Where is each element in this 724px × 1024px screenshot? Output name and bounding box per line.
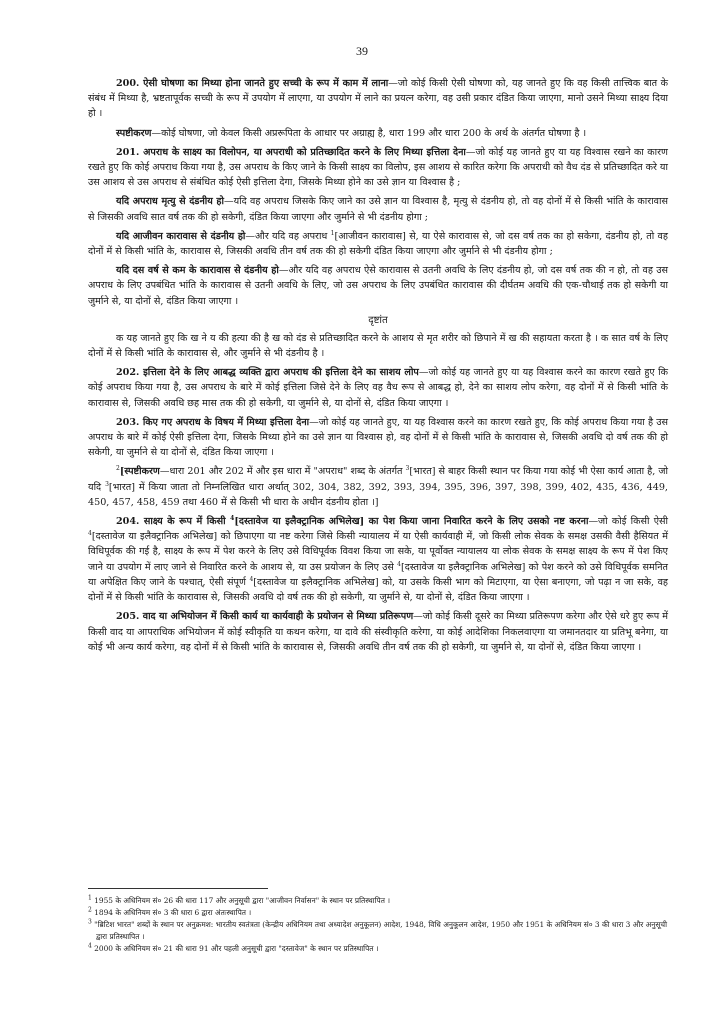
section-200-explanation bbox=[88, 126, 668, 141]
footnote-4 bbox=[88, 943, 668, 955]
section-heading: यदि अपराध मृत्यु से दंडनीय हो bbox=[116, 196, 224, 208]
section-heading bbox=[116, 516, 588, 527]
section-text: —धारा 201 और 202 में और इस धारा में "अपराध" शब्द के अंतर्गत bbox=[159, 466, 406, 478]
heading-part: 204. साक्ष्य के रूप में किसी bbox=[116, 516, 231, 528]
footnote-number: 4 bbox=[88, 942, 92, 950]
footnote-number: 3 bbox=[88, 918, 92, 926]
section-201-ten-years bbox=[88, 263, 668, 309]
section-text: —जो कोई किसी दूसरे का मिथ्या प्रतिरूपण करेगा और ऐसे धरे हुए रूप में किसी वाद या आपराधिक अभियोजन में कोई स्वीकृति या कथन करेगा, या दावे की संस्वीकृति करेगा, या कोई आदेशिका निकलवाएगा या जमानतदार या प्रतिभू बनेगा, या कोई भी अन्य कार्य करेगा, वह दोनों में से किसी भांति के कारावास से, जिसकी अवधि तीन वर्ष तक की हो सकेगी, या जुर्माने से, या दोनों से, दंडित किया जाएगा । bbox=[88, 611, 668, 653]
section-text: —जो कोई किसी ऐसी घोषणा को, यह जानते हुए कि वह किसी तात्त्विक बात के संबंध में मिथ्या है, भ्रष्टतापूर्वक सच्ची के रूप में उपयोग में लाएगा, या उपयोग में लाने का प्रयत्न करेगा, वह उसी प्रकार दंडित किया जाएगा, मानो उसने मिथ्या साक्ष्य दिया हो । bbox=[88, 78, 668, 120]
footnote-1 bbox=[88, 895, 668, 907]
section-text: —जो कोई यह जानते हुए, या यह विश्वास करने का कारण रखते हुए, कि कोई अपराध किया गया है उस अपराध के बारे में कोई ऐसी इत्तिला देगा, जिसके मिथ्या होने का उसे ज्ञान या विश्वास हो, वह दोनों में से किसी भांति के कारावास से, जिसकी अवधि दो वर्ष तक की हो सकेगी, या जुर्माने से या दोनों से, दंडित किया जाएगा । bbox=[88, 416, 668, 459]
footnote-text: "ब्रिटिश भारत" शब्दों के स्थान पर अनुक्रमश: भारतीय स्वतंत्रता (केन्द्रीय अधिनियम तथा अध्यादेश अनुकूलन) आदेश, 1948, विधि अनुकूलन आदेश, 1950 और 1951 के अधिनियम सं० 3 की धारा 3 और अनुसूची द्वारा प्रतिस्थापित । bbox=[91, 920, 667, 941]
section-heading: 205. वाद या अभियोजन में किसी कार्य या कार्यवाही के प्रयोजन से मिथ्या प्रतिरूपण bbox=[116, 611, 414, 623]
footnote-3 bbox=[88, 919, 668, 943]
heading-part: [दस्तावेज या इलैक्ट्रानिक अभिलेख] का पेश किया जाना निवारित करने के लिए उसको नष्ट करना bbox=[234, 516, 589, 528]
section-heading: 200. ऐसी घोषणा का मिथ्या होना जानते हुए सच्ची के रूप में काम में लाना bbox=[116, 78, 389, 89]
footnote-text: 1894 के अधिनियम सं० 3 की धारा 6 द्वारा अंतःस्थापित । bbox=[91, 908, 252, 917]
section-text: —और यदि वह अपराध bbox=[245, 230, 331, 242]
footnote-ref: 3 bbox=[105, 480, 109, 488]
footnote-ref: 2 bbox=[116, 465, 120, 473]
footnote-ref: 3 bbox=[405, 465, 410, 473]
section-heading: 201. अपराध के साक्ष्य का विलोपन, या अपराधी को प्रतिच्छादित करने के लिए मिथ्या इत्तिला देना bbox=[116, 146, 466, 158]
section-203-explanation bbox=[88, 464, 668, 510]
section-201-life bbox=[88, 229, 668, 259]
section-202 bbox=[88, 365, 668, 411]
section-text: —कोई घोषणा, जो केवल किसी अप्ररूपिता के आधार पर अग्राह्य है, धारा 199 और धारा 200 के अर्थ के अंतर्गत घोषणा है । bbox=[151, 127, 587, 139]
section-text: [आजीवन कारावास] से, या ऐसे कारावास से, जो दस वर्ष तक का हो सकेगा, दंडनीय हो, तो वह दोनों में से किसी भांति के, कारावास से, जिसकी अवधि तीन वर्ष तक की हो सकेगी दंडित किया जाएगा और जुर्माने से भी दंडनीय होगा ; bbox=[88, 230, 668, 258]
footnote-ref: 4 bbox=[249, 575, 254, 583]
footnote-2 bbox=[88, 907, 668, 919]
section-200 bbox=[88, 76, 668, 122]
footnote-ref: 4 bbox=[397, 560, 401, 568]
section-text: —जो कोई यह जानते हुए या यह विश्वास करने का कारण रखते हुए कि कोई अपराध किया गया है, उस अपराध के बारे में कोई इत्तिला जिसे देने के लिए वह वैध रूप से आबद्ध हो, देने का साशय लोप करेगा, वह दोनों में से किसी भांति के कारावास से, जिसकी अवधि छह मास तक की हो सकेगी, या जुर्माने से, या दोनों से, दंडित किया जाएगा । bbox=[88, 367, 668, 409]
illustration-text: क यह जानते हुए कि ख ने य की हत्या की है ख को दंड से प्रतिच्छादित करने के आशय से मृत शरीर को छिपाने में ख की सहायता करता है । क सात वर्ष के लिए दोनों में से किसी भांति के कारावास से, और जुर्माने से भी दंडनीय है । bbox=[88, 332, 668, 360]
section-text: [भारत] से बाहर किसी स्थान पर किया गया कोई भी ऐसा कार्य आता है, जो यदि bbox=[88, 466, 668, 493]
section-204 bbox=[88, 514, 668, 605]
section-201 bbox=[88, 145, 668, 191]
section-text: —जो कोई यह जानते हुए या यह विश्वास रखने का कारण रखते हुए कि कोई अपराध किया गया है, उस अपराध के किए जाने के किसी साक्ष्य का विलोप, इस आशय से कारित करेगा कि अपराधी को वैध दंड से प्रतिच्छादित करे या उस आशय से उस अपराध से संबंधित कोई ऐसी इत्तिला देगा, जिसके मिथ्या होने का उसे ज्ञान या विश्वास है ; bbox=[88, 146, 668, 189]
illustration-heading: दृष्टांत bbox=[368, 314, 388, 326]
footnote-ref: 1 bbox=[330, 229, 335, 237]
section-201-death bbox=[88, 194, 668, 224]
section-heading: [स्पष्टीकरण bbox=[119, 466, 160, 478]
main-content bbox=[88, 76, 668, 659]
section-heading: 203. किए गए अपराध के विषय में मिथ्या इत्तिला देना bbox=[116, 416, 310, 428]
section-heading: यदि दस वर्ष से कम के कारावास से दंडनीय हो bbox=[116, 265, 279, 277]
section-text: [दस्तावेज या इलैक्ट्रानिक अभिलेख] को पेश करने को उसे विधिपूर्वक समनित या अपेक्षित किए जाने के पश्चात्, ऐसी संपूर्ण bbox=[88, 561, 668, 588]
page-number: 39 bbox=[356, 44, 368, 58]
footnote-ref: 4 bbox=[88, 530, 92, 538]
section-heading: 202. इत्तिला देने के लिए आबद्ध व्यक्ति द्वारा अपराध की इत्तिला देने का साशय लोप bbox=[116, 367, 419, 379]
footnote-ref: 4 bbox=[230, 514, 235, 522]
section-205 bbox=[88, 609, 668, 655]
section-heading: यदि आजीवन कारावास से दंडनीय हो bbox=[116, 230, 246, 242]
footnote-number: 2 bbox=[88, 906, 92, 914]
footnote-text: 1955 के अधिनियम सं० 26 की धारा 117 और अनुसूची द्वारा "आजीवन निर्वासन" के स्थान पर प्रतिस्थापित । bbox=[91, 896, 391, 905]
footnote-text: 2000 के अधिनियम सं० 21 की धारा 91 और पहली अनुसूची द्वारा "दस्तावेज" के स्थान पर प्रतिस्थापित । bbox=[91, 944, 379, 953]
section-203 bbox=[88, 415, 668, 461]
section-heading: स्पष्टीकरण bbox=[116, 127, 152, 139]
footnote-divider bbox=[88, 888, 268, 889]
section-text: —यदि वह अपराध जिसके किए जाने का उसे ज्ञान या विश्वास है, मृत्यु से दंडनीय हो, तो वह दोनों में से किसी भांति के कारावास से जिसकी अवधि सात वर्ष तक की हो सकेगी, दंडित किया जाएगा और जुर्माने से भी दंडनीय होगा ; bbox=[88, 196, 668, 223]
section-text: [दस्तावेज या इलैक्ट्रानिक अभिलेख] को, या उसके किसी भाग को मिटाएगा, या ऐसा बनाएगा, जो पढ़ा न जा सके, वह दोनों में से किसी भांति के कारावास से, जिसकी अवधि दो वर्ष तक की हो सकेगी, या जुर्माने से, या दोनों से, दंडित किया जाएगा । bbox=[88, 576, 668, 604]
section-text: —जो कोई किसी ऐसी bbox=[588, 516, 668, 528]
section-text: —और यदि वह अपराध ऐसे कारावास से उतनी अवधि के लिए दंडनीय हो, जो दस वर्ष तक की न हो, तो वह उस अपराध के लिए उपबंधित भांति के कारावास से उतनी अवधि के लिए, जो उस अपराध के लिए उपबंधित कारावास की दीर्घतम अवधि की एक-चौथाई तक हो सकेगी या जुर्माने से, या दोनों से, दंडित किया जाएगा । bbox=[88, 265, 668, 307]
section-text: [दस्तावेज या इलैक्ट्रानिक अभिलेख] को छिपाएगा या नष्ट करेगा जिसे किसी न्यायालय में या ऐसी कार्यवाही में, जो किसी लोक सेवक के समक्ष उसकी वैसी हैसियत में विधिपूर्वक की गई है, साक्ष्य के रूप में पेश करने के लिए उसे विधिपूर्वक विवश किया जा सके, या पूर्वोक्त न्यायालय या लोक सेवक के समक्ष साक्ष्य के रूप में पेश किए जाने या उपयोग में लाए जाने से निवारित करने के आशय से, या उस प्रयोजन के लिए उसे bbox=[88, 531, 668, 573]
section-text: [भारत] में किया जाता तो निम्नलिखित धारा अर्थात् 302, 304, 382, 392, 393, 394, 395, 396, 397, 398, 399, 402, 435, 436, 449, 450, 457, 458, 459 तथा 460 में से किसी भी धारा के अधीन दंडनीय होता ।] bbox=[88, 481, 668, 508]
footnote-number: 1 bbox=[88, 894, 92, 902]
footnotes bbox=[88, 888, 668, 955]
